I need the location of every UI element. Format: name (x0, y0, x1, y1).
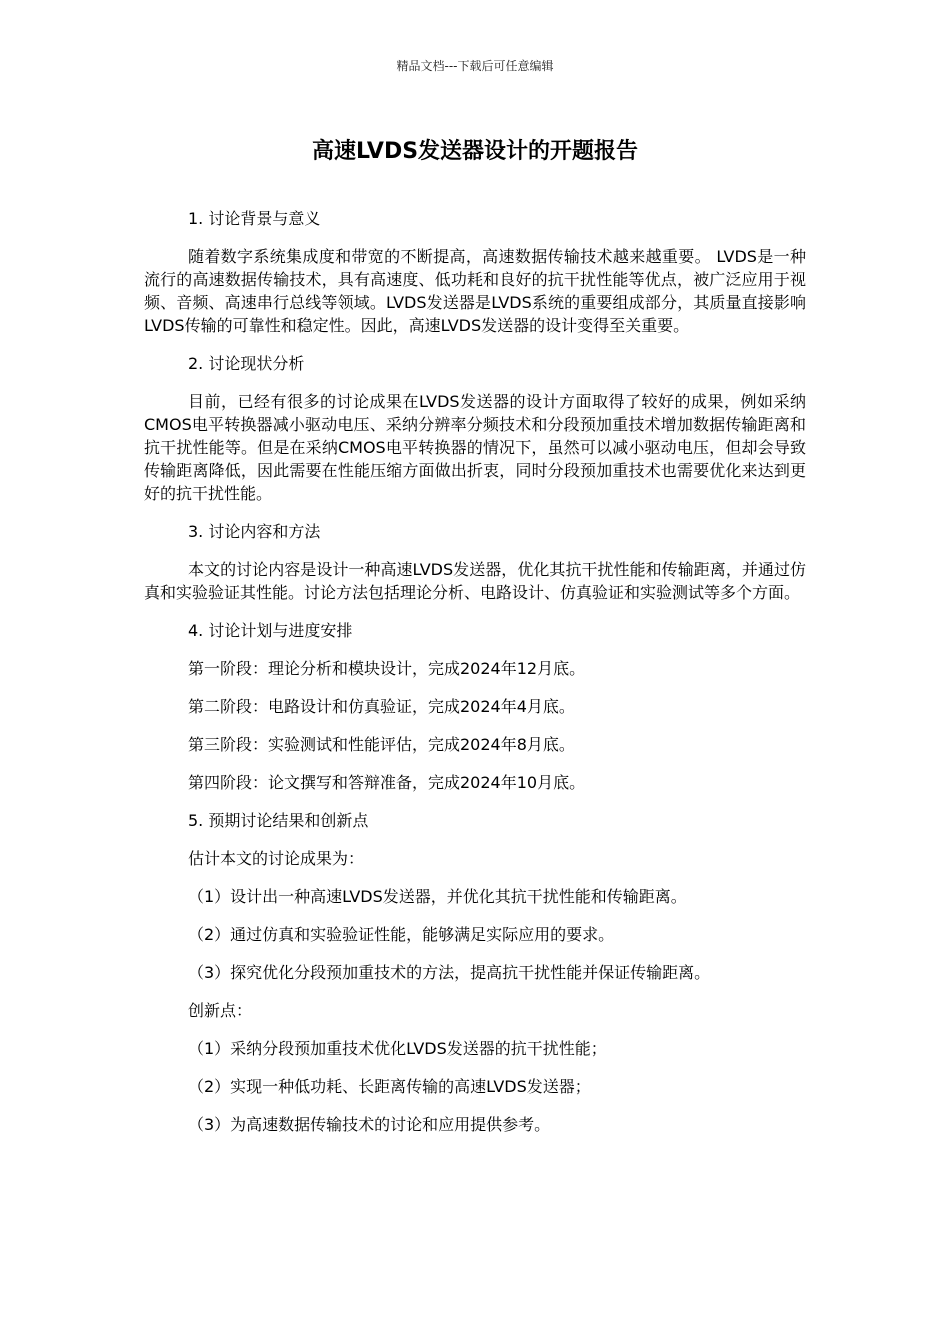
innovation-intro: 创新点： (188, 1001, 253, 1020)
section-heading-plan: 4. 讨论计划与进度安排 (188, 621, 353, 640)
plan-stage-4: 第四阶段：论文撰写和答辩准备，完成2024年10月底。 (188, 773, 586, 792)
plan-stage-2: 第二阶段：电路设计和仿真验证，完成2024年4月底。 (188, 697, 575, 716)
section-heading-status: 2. 讨论现状分析 (188, 354, 305, 373)
result-item-2: （2）通过仿真和实验验证性能，能够满足实际应用的要求。 (188, 925, 615, 944)
result-item-1: （1）设计出一种高速LVDS发送器，并优化其抗干扰性能和传输距离。 (188, 887, 687, 906)
plan-stage-3: 第三阶段：实验测试和性能评估，完成2024年8月底。 (188, 735, 575, 754)
section-paragraph-status: 目前，已经有很多的讨论成果在LVDS发送器的设计方面取得了较好的成果，例如采纳CMOS电平转换器减小驱动电压、采纳分辨率分频技术和分段预加重技术增加数据传输距离和抗干扰性能等。但是在采纳CMOS电平转换器的情况下，虽然可以减小驱动电压，但却会导致传输距离降低，因此需要在性能压缩方面做出折衷，同时分段预加重技术也需要优化来达到更好的抗干扰性能。 (144, 392, 806, 503)
section-paragraph-content-method: 本文的讨论内容是设计一种高速LVDS发送器，优化其抗干扰性能和传输距离，并通过仿真和实验验证其性能。讨论方法包括理论分析、电路设计、仿真验证和实验测试等多个方面。 (144, 560, 806, 602)
document-body (144, 207, 806, 1151)
section-heading-results: 5. 预期讨论结果和创新点 (188, 811, 369, 830)
section-paragraph-background: 随着数字系统集成度和带宽的不断提高，高速数据传输技术越来越重要。 LVDS是一种流行的高速数据传输技术，具有高速度、低功耗和良好的抗干扰性能等优点，被广泛应用于视频、音频、高速串行总线等领域。LVDS发送器是LVDS系统的重要组成部分，其质量直接影响LVDS传输的可靠性和稳定性。因此，高速LVDS发送器的设计变得至关重要。 (144, 247, 806, 335)
plan-stage-1: 第一阶段：理论分析和模块设计，完成2024年12月底。 (188, 659, 586, 678)
section-heading-content-method: 3. 讨论内容和方法 (188, 522, 321, 541)
innovation-item-2: （2）实现一种低功耗、长距离传输的高速LVDS发送器； (188, 1077, 591, 1096)
result-item-3: （3）探究优化分段预加重技术的方法，提高抗干扰性能并保证传输距离。 (188, 963, 711, 982)
innovation-item-1: （1）采纳分段预加重技术优化LVDS发送器的抗干扰性能； (188, 1039, 607, 1058)
page-header: 精品文档---下载后可任意编辑 (396, 59, 554, 73)
section-heading-background: 1. 讨论背景与意义 (188, 209, 321, 228)
innovation-item-3: （3）为高速数据传输技术的讨论和应用提供参考。 (188, 1115, 551, 1134)
results-intro: 估计本文的讨论成果为： (188, 849, 365, 868)
document-title: 高速LVDS发送器设计的开题报告 (311, 139, 639, 164)
